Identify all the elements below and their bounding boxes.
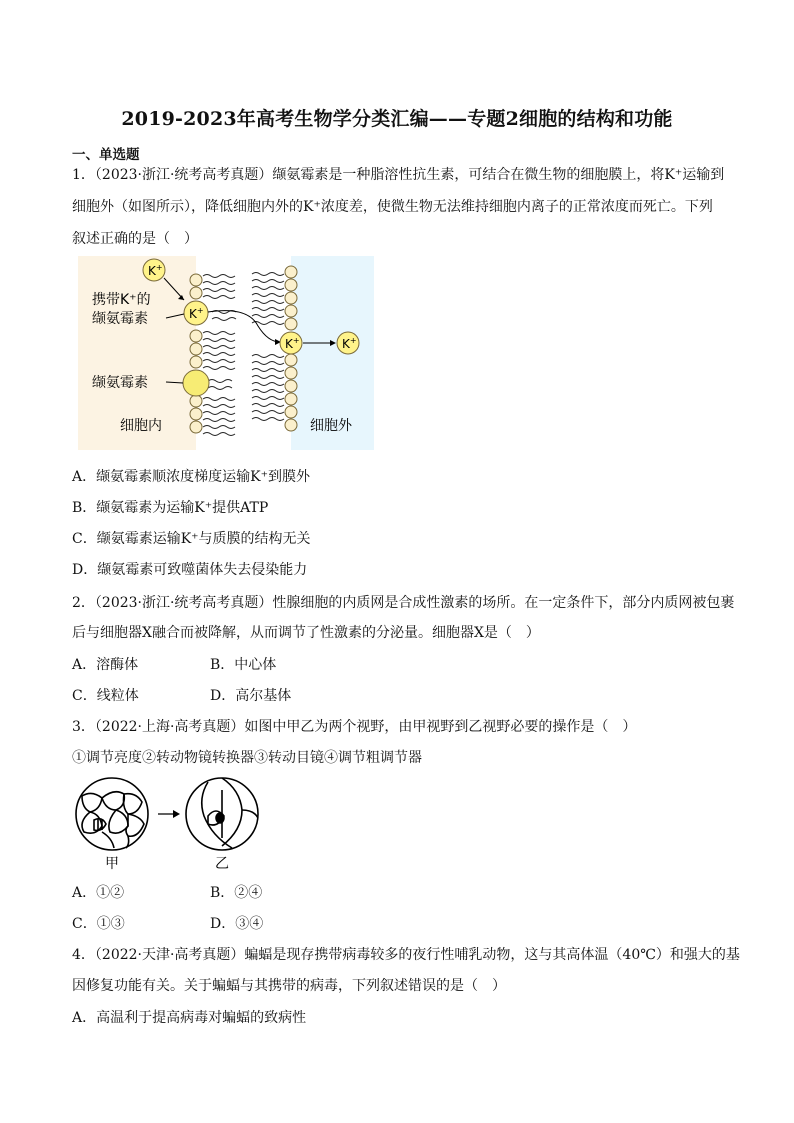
field-jia <box>76 778 148 850</box>
q2-stem-line-2: 后与细胞器X融合而被降解，从而调节了性激素的分泌量。细胞器X是（ ） <box>72 625 540 641</box>
label-valinomycin: 缬氨霉素 <box>92 375 148 391</box>
label-jia: 甲 <box>105 856 119 872</box>
q2-option-a[interactable]: A．溶酶体 <box>72 657 139 673</box>
q1-option-d[interactable]: D．缬氨霉素可致噬菌体失去侵染能力 <box>72 562 308 578</box>
field-yi <box>186 778 258 850</box>
q1-option-a[interactable]: A．缬氨霉素顺浓度梯度运输K⁺到膜外 <box>72 469 310 485</box>
q1-stem-line-3: 叙述正确的是（ ） <box>72 231 198 247</box>
valinomycin-diagram <box>78 256 374 450</box>
label-inside: 细胞内 <box>120 418 162 434</box>
q2-stem-line-1: 2．（2023·浙江·统考高考真题）性腺细胞的内质网是合成性激素的场所。在一定条件下，部分内质网被包裹 <box>72 595 735 611</box>
k-ion-charge-1: + <box>155 263 163 272</box>
q3-option-d[interactable]: D．③④ <box>210 916 264 932</box>
q1-stem-line-1: 1．（2023·浙江·统考高考真题）缬氨霉素是一种脂溶性抗生素，可结合在微生物的细胞膜上，将K⁺运输到 <box>72 167 725 183</box>
k-ion-charge-3: + <box>292 336 300 345</box>
q3-stem-line-2: ①调节亮度②转动物镜转换器③转动目镜④调节粗调节器 <box>72 750 422 766</box>
q4-stem-line-2: 因修复功能有关。关于蝙蝠与其携带的病毒，下列叙述错误的是（ ） <box>72 978 506 994</box>
q4-option-a[interactable]: A．高温利于提高病毒对蝙蝠的致病性 <box>72 1010 307 1026</box>
page-title: 2019-2023年高考生物学分类汇编——专题2细胞的结构和功能 <box>121 108 673 130</box>
q2-option-d[interactable]: D．高尔基体 <box>210 688 292 704</box>
k-ion-label-3: K <box>285 337 293 351</box>
q3-option-a[interactable]: A．①② <box>72 885 125 901</box>
left-membrane-tails <box>203 275 236 436</box>
q3-stem-line-1: 3．（2022·上海·高考真题）如图中甲乙为两个视野，由甲视野到乙视野必要的操作是（ ） <box>72 719 637 735</box>
k-ion-charge-2: + <box>196 306 204 315</box>
k-ion-label-2: K <box>189 307 197 321</box>
microscope-fields-diagram <box>72 776 272 872</box>
k-ion-label-1: K <box>148 264 156 278</box>
q4-stem-line-1: 4．（2022·天津·高考真题）蝙蝠是现存携带病毒较多的夜行性哺乳动物，这与其高体温（40℃）和强大的基 <box>72 947 740 963</box>
label-carrier-line-2: 缬氨霉素 <box>92 311 148 327</box>
k-ion-label-4: K <box>342 337 350 351</box>
q1-option-b[interactable]: B．缬氨霉素为运输K⁺提供ATP <box>72 500 269 516</box>
q1-option-c[interactable]: C．缬氨霉素运输K⁺与质膜的结构无关 <box>72 531 311 547</box>
section-heading: 一、单选题 <box>72 147 140 163</box>
label-yi: 乙 <box>215 856 229 872</box>
label-outside: 细胞外 <box>310 418 352 434</box>
right-membrane-tails <box>252 273 284 421</box>
q2-option-b[interactable]: B．中心体 <box>210 657 277 673</box>
left-membrane-heads <box>190 274 202 433</box>
valinomycin-molecule <box>183 370 209 396</box>
q2-option-c[interactable]: C．线粒体 <box>72 688 139 704</box>
q3-option-b[interactable]: B．②④ <box>210 885 263 901</box>
q1-stem-line-2: 细胞外（如图所示），降低细胞内外的K⁺浓度差，使微生物无法维持细胞内离子的正常浓度而死亡。下列 <box>72 199 713 215</box>
q3-option-c[interactable]: C．①③ <box>72 916 125 932</box>
k-ion-charge-4: + <box>349 336 357 345</box>
label-carrier-line-1: 携带K⁺的 <box>92 292 151 308</box>
